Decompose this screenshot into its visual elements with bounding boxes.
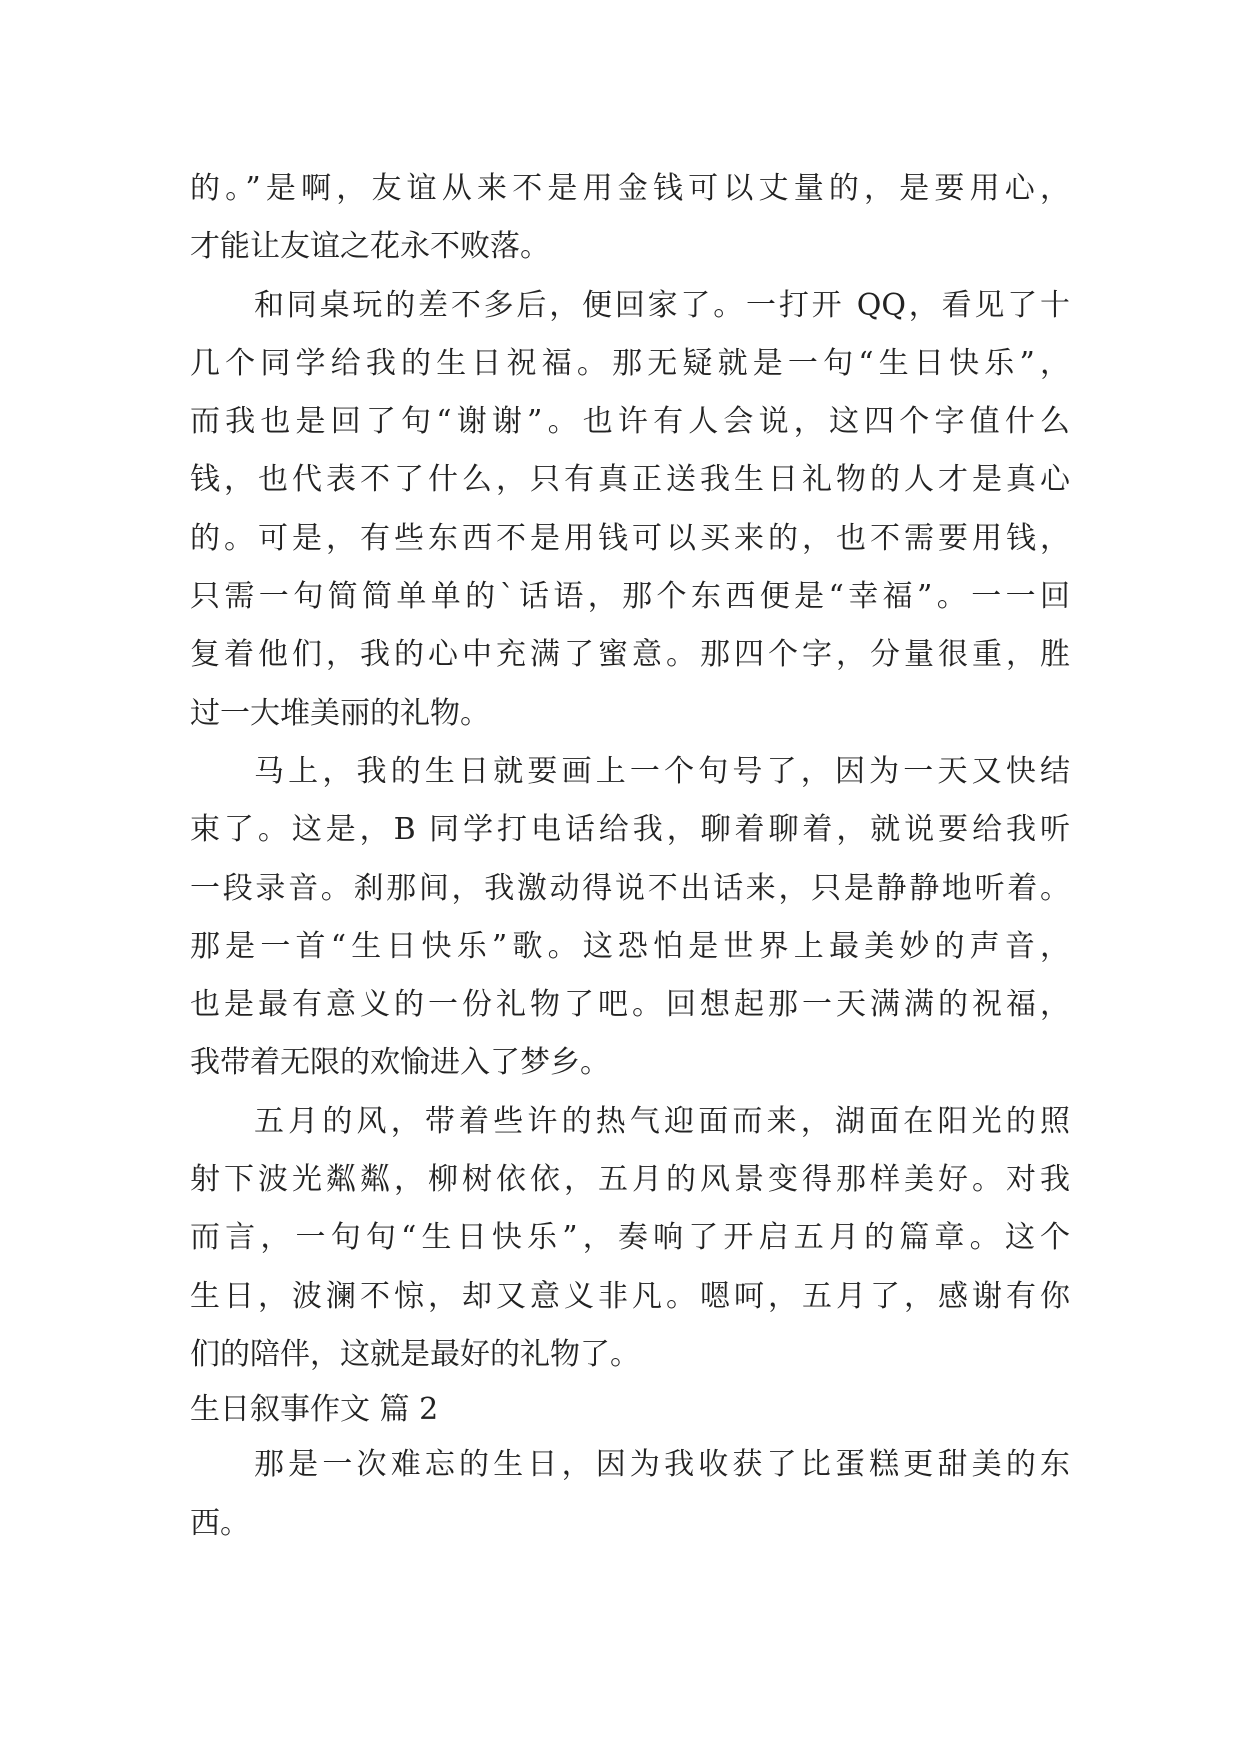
text-line: 的。”是啊，友谊从来不是用金钱可以丈量的，是要用心，	[190, 171, 1070, 206]
text-line: 马上，我的生日就要画上一个句号了，因为一天又快结	[254, 753, 1070, 789]
text-line: 一段录音。刹那间，我激动得说不出话来，只是静静地听着。	[190, 870, 1070, 906]
text-line: 那是一次难忘的生日，因为我收获了比蛋糕更甜美的东	[254, 1447, 1070, 1483]
text-line: 钱，也代表不了什么，只有真正送我生日礼物的人才是真心	[190, 462, 1070, 498]
text-line: 们的陪伴，这就是最好的礼物了。	[190, 1336, 640, 1372]
text-line: 我带着无限的欢愉进入了梦乡。	[190, 1045, 610, 1081]
essay-text	[190, 160, 1070, 1553]
text-line: 生日，波澜不惊，却又意义非凡。嗯呵，五月了，感谢有你	[190, 1278, 1070, 1314]
text-line: 几个同学给我的生日祝福。那无疑就是一句“生日快乐”，	[190, 345, 1070, 381]
text-line: 那是一首“生日快乐”歌。这恐怕是世界上最美妙的声音，	[190, 928, 1070, 964]
text-line: 五月的风，带着些许的热气迎面而来，湖面在阳光的照	[254, 1103, 1070, 1139]
text-line: 才能让友谊之花永不败落。	[190, 229, 550, 265]
text-line: 射下波光粼粼，柳树依依，五月的风景变得那样美好。对我	[190, 1162, 1070, 1198]
text-line: 而我也是回了句“谢谢”。也许有人会说，这四个字值什么	[190, 404, 1070, 440]
text-line: 束了。这是，B 同学打电话给我，聊着聊着，就说要给我听	[190, 812, 1070, 848]
text-line: 而言，一句句“生日快乐”，奏响了开启五月的篇章。这个	[190, 1220, 1070, 1256]
text-line: 过一大堆美丽的礼物。	[190, 695, 490, 731]
section-heading: 生日叙事作文 篇 2	[190, 1392, 439, 1428]
text-line: 复着他们，我的心中充满了蜜意。那四个字，分量很重，胜	[190, 637, 1070, 673]
text-line: 只需一句简简单单的`话语，那个东西便是“幸福”。一一回	[190, 579, 1070, 615]
text-line: 和同桌玩的差不多后，便回家了。一打开 QQ，看见了十	[254, 287, 1070, 323]
text-line: 的。可是，有些东西不是用钱可以买来的，也不需要用钱，	[190, 520, 1070, 556]
text-line: 西。	[190, 1505, 250, 1541]
text-line: 也是最有意义的一份礼物了吧。回想起那一天满满的祝福，	[190, 987, 1070, 1023]
